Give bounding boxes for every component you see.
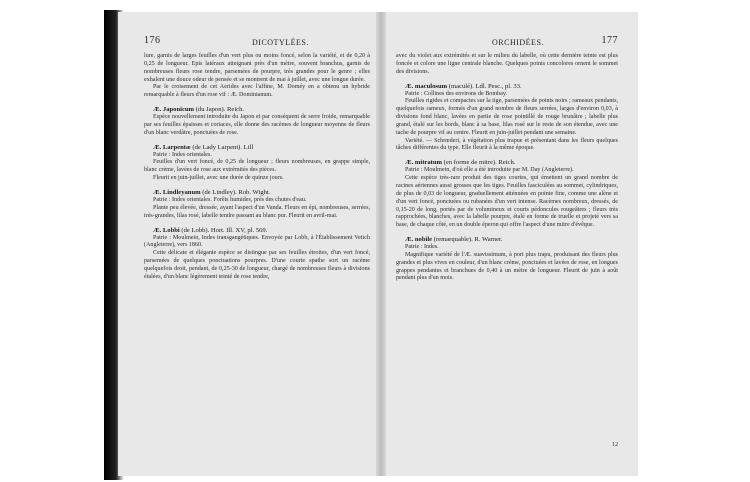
species-authority: (remarquable). R. Warner. [433,236,503,244]
species-entry-heading [144,106,370,114]
body-paragraph: Patrie : Collines des environs de Bombay. [405,90,507,97]
left-running-title: DICOTYLÉES. [252,38,309,47]
species-entry-heading [144,189,370,197]
body-paragraph: Par le croisement de cet Aerides avec l'affine, M. Doméy en a obtenu un hybride remarquable à fleurs d'un rose vif : Æ. Dominianum. [144,84,370,99]
signature-mark: 12 [612,442,618,448]
species-name: Æ. Lindleyanum [153,188,201,196]
body-paragraph: Variété. — Schrœderi, à végétation plus trapue et présentant dans les fleurs quelques tâches différentes du type. Elle fleurit à la même époque. [396,137,618,152]
body-paragraph: Fleurit en juin-juillet, avec une durée de quinze jours. [153,175,284,182]
body-paragraph: Cette délicate et élégante espèce se distingue par ses feuilles étroites, d'un vert foncé, parsemées de quelques ponctuations pourpres. D'une courte spathe sort un racème quelquefois droit, pendant, de 0,25-30 de longueur, chargé de nombreuses fleurs à divisions étalées, d'un blanc légèrement teinté de rose tendre, [144,250,370,280]
left-page-body [144,53,370,282]
body-paragraph: Cette espèce très-rare produit des tiges courtes, qui émettent un grand nombre de racines aériennes aussi grosses que les tiges. Feuilles fasciculées au sommet, cylindriques, de plus de 0,03 de longueur, graduellement atténuées en pointe fine, comme une alène et d'un vert foncé, ponctuées ou rubanées d'un vert intense. Racèmes nombreux, dressés, de 0,15-20 de long, portés par de volumineux et courts pédoncules rougeâtres ; fleurs très rapprochées, blanches, avec la labelle pourpre, étalé en forme de truelle et projeté vers sa base, de chaque côté, en un double éperon qui offre l'aspect d'une mitre d'évêque. [396,175,618,229]
species-entry-heading [144,144,370,152]
species-authority: (de Lady Larpent). Lill [192,143,254,151]
species-entry-heading [396,83,618,91]
body-paragraph: Patrie : Indes orientales. [153,151,212,158]
body-paragraph: Patrie : Indes orientales. Forêts humides, près des chutes d'eau. [153,196,307,203]
left-running-head [144,35,370,50]
species-name: Æ. maculosum [405,82,448,90]
species-name: Æ. nobile [405,236,433,244]
body-paragraph: Patrie : Indes. [405,244,439,251]
species-entry-heading [144,227,370,235]
species-name: Æ. Japonicum [153,106,195,114]
body-paragraph: Magnifique variété de l'Æ. suavissimum, à port plus trapu, produisant des fleurs plus grandes et plus vives en couleur, d'un blanc crème, ponctuées et lavées de rose, en longues grappes pendantes et branchues de 0,40 à un mètre de longueur. Fleurit de juin à août pendant plus d'un mois. [396,251,618,282]
body-paragraph: Feuilles d'un vert foncé, de 0,25 de longueur ; fleurs nombreuses, en grappe simple, blanc crème, lavées de rose aux extrémités des pièces. [144,159,370,174]
right-running-title: ORCHIDÉES. [492,38,544,47]
species-authority: (en forme de mitre). Reich. [443,159,516,167]
species-name: Æ. Lobbi [153,226,180,234]
book-spread [118,12,638,476]
body-paragraph: Plante peu élevée, dressée, ayant l'aspect d'un Vanda. Fleurs en épi, nombreuses, serrées, très-grandes, lilas rosé, labelle tendre passant au blanc pur. Fleurit en avril-mai. [144,204,370,219]
body-paragraph: Espèce nouvellement introduite du Japon et par conséquent de serre froide, remarquable par ses feuilles épaisses et coriaces, elle donne des racèmes de longueur moyenne de fleurs d'un blanc verdâtre, ponctuées de rose. [144,114,370,136]
species-entry-heading [396,236,618,244]
species-name: Æ. Larpentæ [153,143,191,151]
right-page-body [396,53,618,283]
right-page [384,12,638,476]
body-paragraph: Feuilles rigides et compactes sur la tige, parsemées de points noirs ; rameaux pendants, quelquefois rameux, formés d'un grand nombre de fleurs serrées, larges d'environ 0,03, à divisions fond blanc, lavées en partie de rose pointillé de rouge brunâtre ; labelle plus grand, étalé sur les bords, blanc à sa base, lilas rosé sur le reste de son étendue, avec une tache de pourpre vif au centre. Fleurit en juin-juillet pendant une semaine. [396,98,618,136]
body-paragraph: lure, garnis de larges feuilles d'un vert plus ou moins foncé, selon la variété, et de 0,20 à 0,25 de longueur. Epis latéraux atteignant près d'un mètre, souvent branchus, garnis de nombreuses fleurs rose tendre, parsemées de pourpre, très grandes pour le genre ; elles exhalent une douce odeur de pensée et se montrent de mai à juillet, avec une longue durée. [144,53,370,83]
left-page [118,12,380,476]
body-paragraph: Patrie : Moulmein, Indes transgangétiques. Envoyée par Lobb, à l'Établissement Veitch (Angleterre), vers 1860. [144,234,370,249]
species-authority: (maculé). Ldl. Pesc., pl. 33. [448,82,522,90]
body-paragraph: avec du violet aux extrémités et sur le milieu du labelle, où cette dernière teinte est plus foncée et colore une ligne centrale blanche. Quelques points concolores ornent le sommet des divisions. [396,53,618,75]
right-page-number: 177 [601,35,618,46]
species-authority: (de Lindley). Rob. Wight. [202,188,271,196]
species-authority: (de Lobb). Hort. Ill. XV, pl. 569. [181,226,268,234]
left-page-number: 176 [144,35,161,46]
right-running-head [396,35,618,50]
species-authority: (du Japon). Reich. [195,106,245,114]
species-name: Æ. mitratum [405,159,442,167]
body-paragraph: Patrie : Moulmein, d'où elle a été introduite par M. Day (Angleterre). [405,167,574,174]
